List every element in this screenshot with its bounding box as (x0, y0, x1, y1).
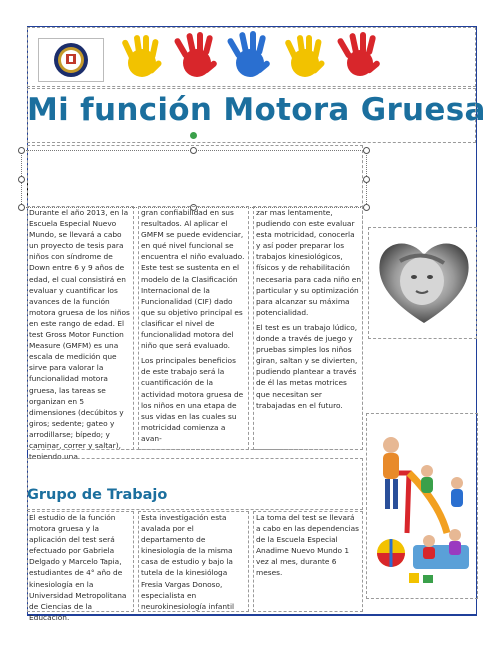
rotate-handle-icon[interactable] (190, 132, 197, 139)
page-title[interactable]: Mi función Motora Gruesa (27, 92, 486, 128)
body-paragraph: El test es un trabajo lúdico, donde a través de juego y pruebas simples los niños giran, saltan y se divierten, pudiendo plantear a través de él las metas motrices que necesitan ser trabajadas en el futuro. (256, 322, 358, 410)
body-paragraph: Durante el año 2013, en la Escuela Especial Nuevo Mundo, se llevará a cabo un proyecto de tesis para niños con síndrome de Down entre 6 y 9 años de edad, el cual consistirá en evaluar y cuantificar los avances de la función motora gruesa de los niños en este rango de edad. El test Gross Motor Function Measure (GMFM) es una escala de medición que sirve para valorar la funcionalidad motora gruesa, las tareas se organizan en 5 dimensiones (decúbitos y giros; sedente; gateo y arrodillarse; bípedo; y caminar, correr y saltar), teniendo una (29, 208, 130, 462)
body-paragraph: zar mas lentamente, pudiendo con este evaluar esta motricidad, conocerla y así poder preparar los trabajos kinesiológicos, físicos y de rehabilitación necesaria para cada niño en particular y su optimización para alcanzar su máxima potencialidad. (256, 208, 362, 317)
resize-handle-bl[interactable] (18, 204, 25, 211)
group-heading-frame (27, 458, 363, 510)
group-paragraph: La toma del test se llevará a cabo en las dependencias de la Escuela Especial Anadime Nuevo Mundo 1 vez al mes, durante 6 meses. (256, 513, 359, 578)
body-column-1[interactable] (29, 207, 133, 462)
resize-handle-ml[interactable] (18, 176, 25, 183)
group-column-2[interactable] (141, 512, 247, 611)
group-heading[interactable]: Grupo de Trabajo (27, 487, 168, 503)
body-paragraph: gran confiabilidad en sus resultados. Al aplicar el GMFM se puede evidenciar, en qué nivel funcional se encuentra el niño evaluado. Este test se sustenta en el modelo de la Clasificación Internacional de la Funcionalidad (CIF) dado que su objetivo principal es clasificar el nivel de funcionalidad motora del niño que será evaluado. (141, 208, 245, 351)
resize-handle-tl[interactable] (18, 147, 25, 154)
body-column-2[interactable] (141, 207, 247, 448)
group-column-3[interactable] (256, 512, 361, 611)
body-paragraph: Los principales beneficios de este trabajo será la cuantificación de la actividad motora gruesa de los niños en una etapa de sus vidas en las cuales su motricidad comienza a avan- (141, 356, 244, 443)
group-paragraph: El estudio de la función motora gruesa y la aplicación del test será efectuado por Gabriela Delgado y Marcelo Tapia, estudiantes de 4° año de kinesiología en la Universidad Metropolitana de Ciencias de la Educación. (29, 513, 127, 622)
resize-handle-tr[interactable] (363, 147, 370, 154)
children-playing-illustration-icon[interactable] (369, 413, 477, 593)
baby-heart-photo-icon[interactable] (374, 231, 474, 331)
group-paragraph: Esta investigación esta avalada por el departamento de kinesiología de la misma casa de estudio y bajo la tutela de la kinesióloga Fresia Vargas Donoso, especialista en neurokinesiología infantil (141, 513, 235, 611)
body-column-3[interactable] (256, 207, 361, 448)
title-frame (27, 88, 486, 143)
header-frame (27, 27, 476, 87)
resize-handle-mr[interactable] (363, 176, 370, 183)
group-column-1[interactable] (29, 512, 133, 622)
resize-handle-br[interactable] (363, 204, 370, 211)
